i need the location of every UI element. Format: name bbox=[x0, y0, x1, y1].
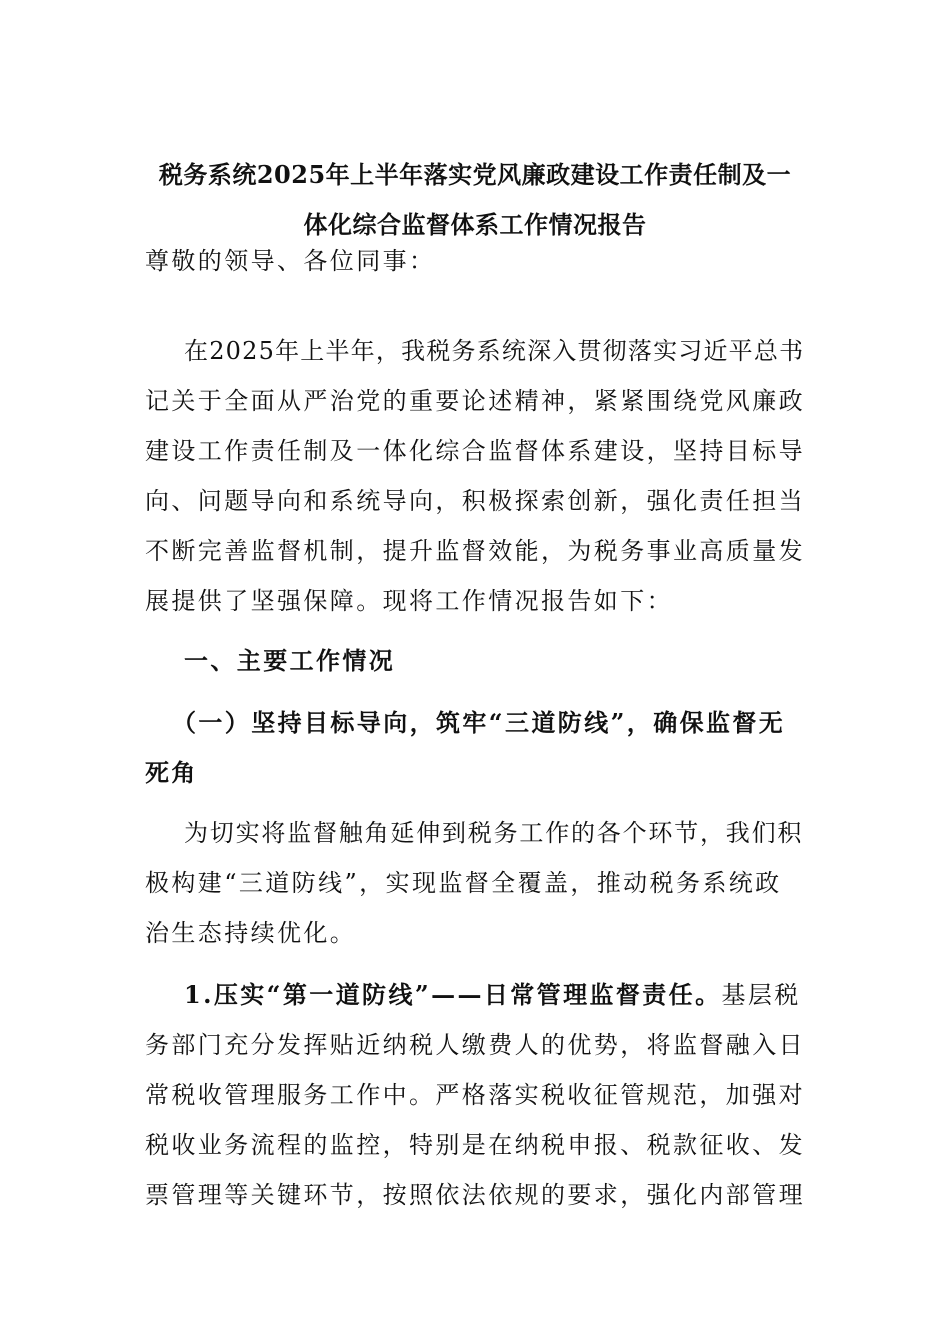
intro-line-3: 建设工作责任制及一体化综合监督体系建设，坚持目标导 bbox=[145, 437, 805, 465]
point-1-line-3: 常税收管理服务工作中。严格落实税收征管规范，加强对 bbox=[145, 1081, 805, 1109]
point-1-first-line-rest: 基层税 bbox=[721, 981, 801, 1009]
subsection-body-line-3: 治生态持续优化。 bbox=[145, 919, 357, 947]
subsection-heading-line-2: 死角 bbox=[145, 758, 198, 787]
point-1-line-2: 务部门充分发挥贴近纳税人缴费人的优势，将监督融入日 bbox=[145, 1031, 805, 1059]
intro-line-6: 展提供了坚强保障。现将工作情况报告如下： bbox=[145, 587, 673, 615]
point-1-line-1 bbox=[184, 980, 805, 1010]
point-1-heading: 1.压实“第一道防线”——日常管理监督责任。 bbox=[184, 980, 722, 1009]
intro-line-2: 记关于全面从严治党的重要论述精神，紧紧围绕党风廉政 bbox=[145, 387, 805, 415]
point-1-line-5: 票管理等关键环节，按照依法依规的要求，强化内部管理 bbox=[145, 1181, 805, 1209]
salutation: 尊敬的领导、各位同事： bbox=[145, 247, 436, 275]
intro-line-1: 在2025年上半年，我税务系统深入贯彻落实习近平总书 bbox=[184, 337, 805, 365]
subsection-body-line-1: 为切实将监督触角延伸到税务工作的各个环节，我们积 bbox=[184, 819, 804, 847]
document-title bbox=[118, 150, 832, 250]
point-1-line-4: 税收业务流程的监控，特别是在纳税申报、税款征收、发 bbox=[145, 1131, 805, 1159]
section-heading-1: 一、主要工作情况 bbox=[184, 646, 396, 675]
title-line-2: 体化综合监督体系工作情况报告 bbox=[303, 210, 647, 239]
subsection-heading-line-1: （一）坚持目标导向，筑牢“三道防线”，确保监督无 bbox=[172, 708, 786, 737]
title-line-1: 税务系统2025年上半年落实党风廉政建设工作责任制及一 bbox=[158, 160, 792, 189]
intro-line-5: 不断完善监督机制，提升监督效能，为税务事业高质量发 bbox=[145, 537, 805, 565]
intro-line-4: 向、问题导向和系统导向，积极探索创新，强化责任担当 bbox=[145, 487, 805, 515]
subsection-body-line-2: 极构建“三道防线”，实现监督全覆盖，推动税务系统政 bbox=[145, 869, 782, 897]
